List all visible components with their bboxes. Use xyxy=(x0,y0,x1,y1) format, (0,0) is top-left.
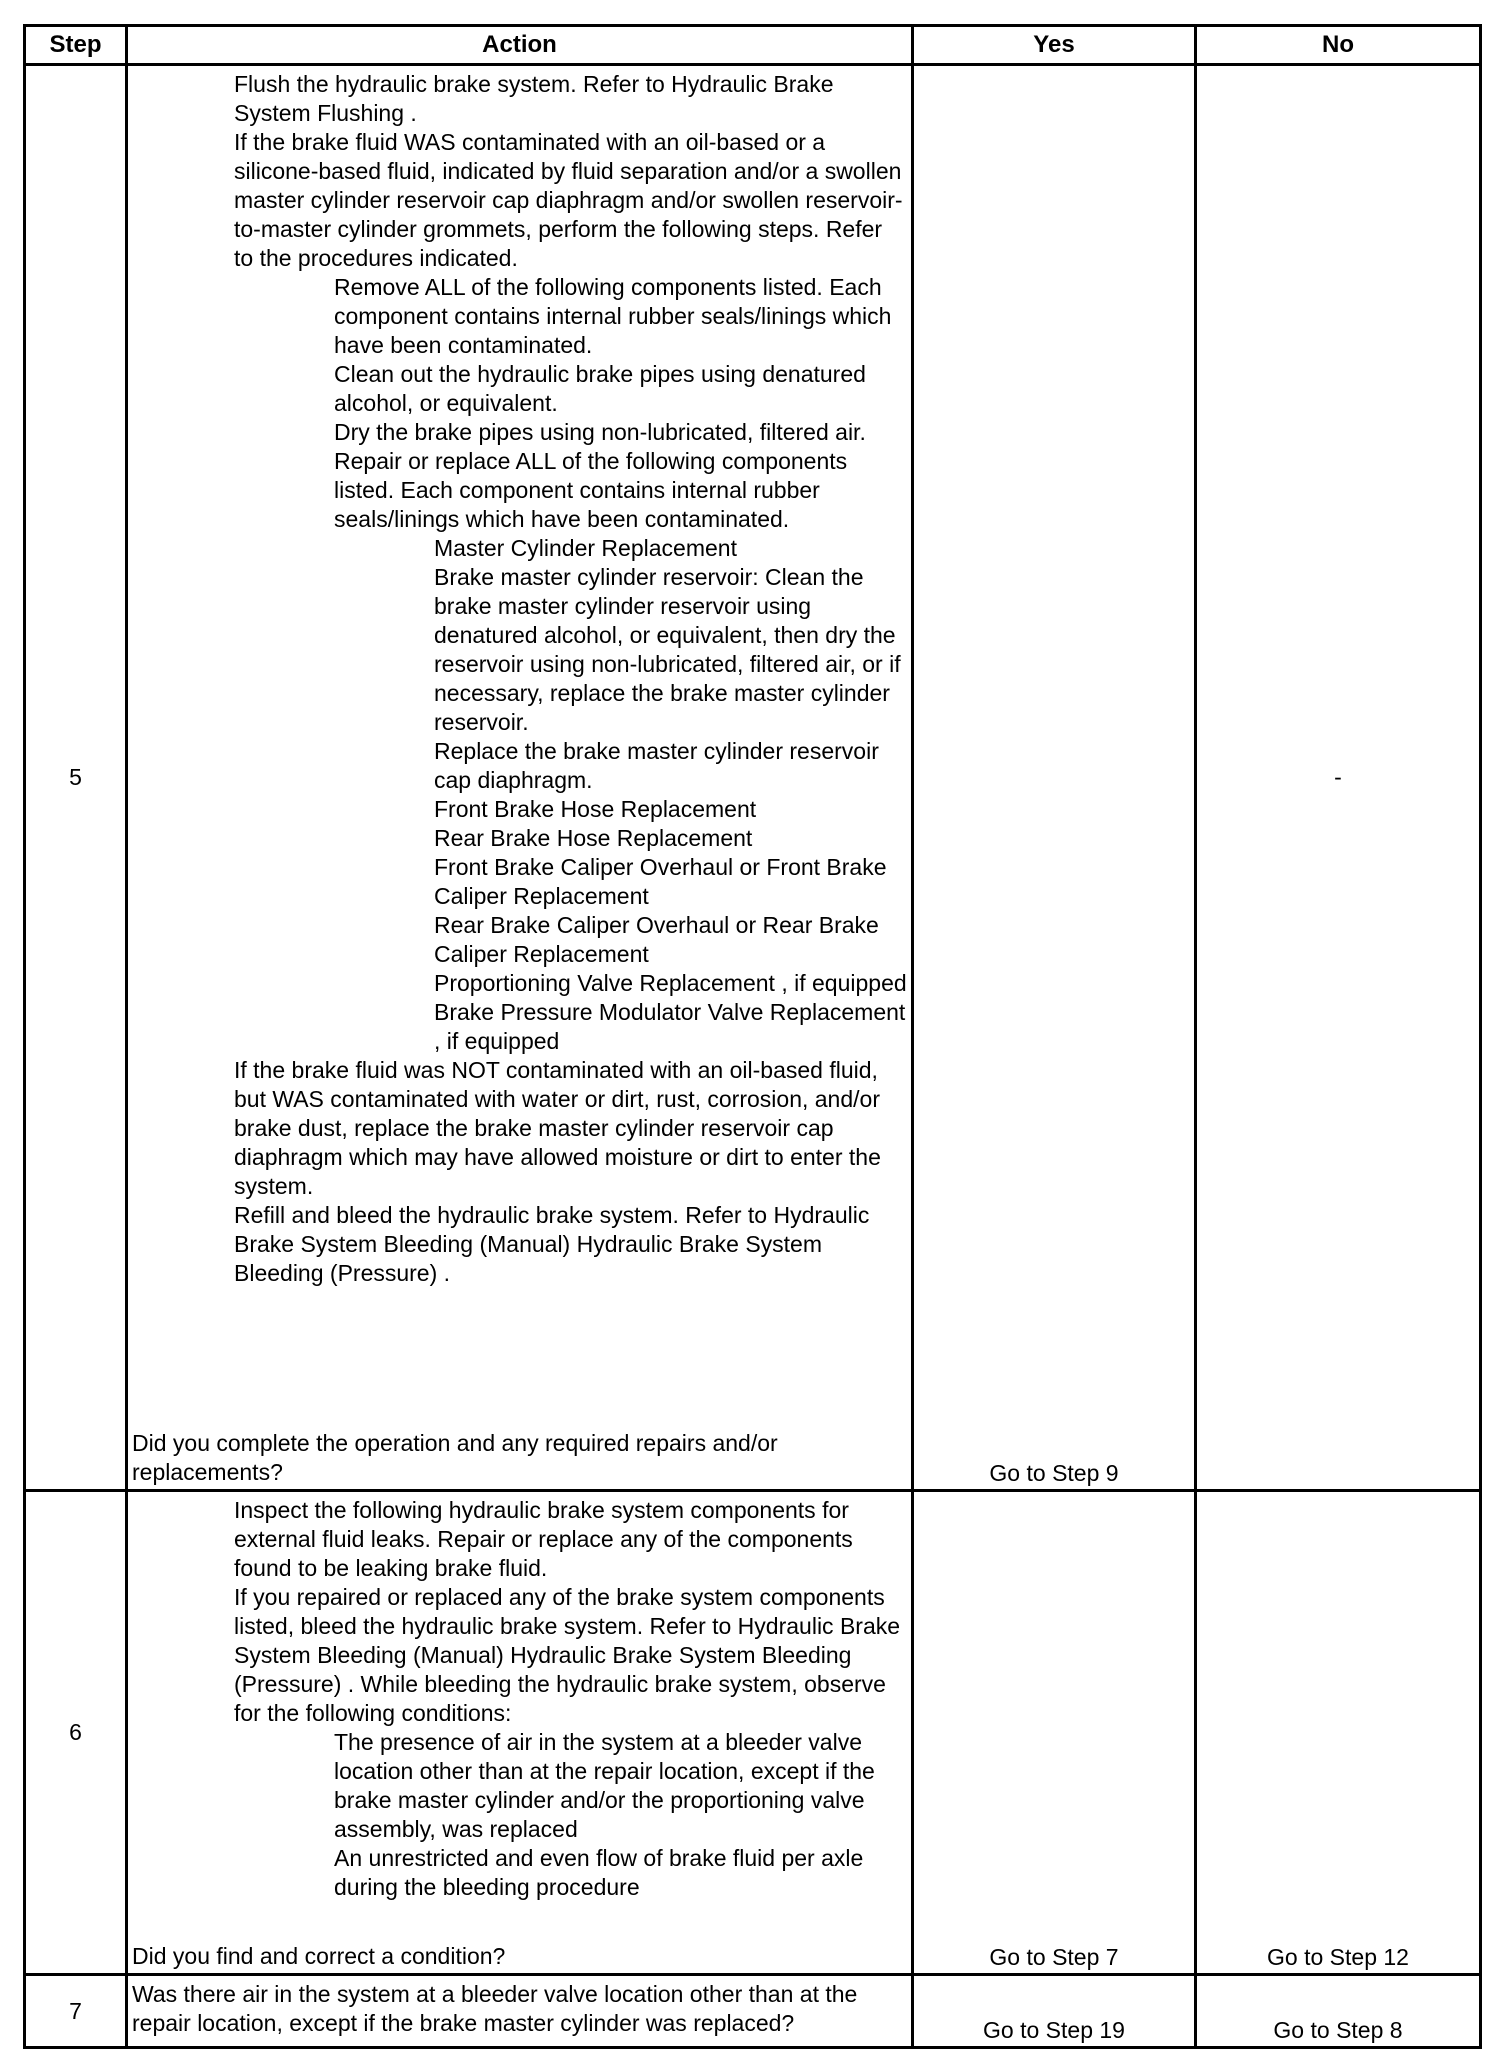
action-cell xyxy=(127,65,913,1491)
action-question: Was there air in the system at a bleeder valve location other than at the repair location, except if the brake master cylinder was replaced? xyxy=(132,1981,858,2036)
action-line: Replace the brake master cylinder reservoir cap diaphragm. xyxy=(434,738,879,793)
action-line: Proportioning Valve Replacement , if equipped xyxy=(434,970,907,996)
action-line: Refill and bleed the hydraulic brake system. Refer to Hydraulic Brake System Bleeding (Manual) Hydraulic Brake System Bleeding (Pressure) . xyxy=(234,1202,870,1286)
yes-cell xyxy=(913,1975,1196,2048)
header-no: No xyxy=(1196,26,1481,65)
yes-cell xyxy=(913,65,1196,1491)
yes-cell xyxy=(913,1491,1196,1975)
step-number: 6 xyxy=(25,1491,127,1975)
table-row-step-7 xyxy=(25,1975,1481,2048)
no-cell xyxy=(1196,65,1481,1491)
action-line: Brake Pressure Modulator Valve Replacement , if equipped xyxy=(434,999,906,1054)
action-line: Brake master cylinder reservoir: Clean the brake master cylinder reservoir using denatured alcohol, or equivalent, then dry the reservoir using non-lubricated, filtered air, or if necessary, replace the brake master cylinder reservoir. xyxy=(434,564,901,735)
no-result: Go to Step 12 xyxy=(1267,1944,1409,1970)
action-line: Master Cylinder Replacement xyxy=(434,535,737,561)
action-question: Did you find and correct a condition? xyxy=(132,1943,506,1969)
header-step: Step xyxy=(25,26,127,65)
action-question: Did you complete the operation and any required repairs and/or replacements? xyxy=(132,1430,778,1485)
no-result: Go to Step 8 xyxy=(1273,2017,1403,2043)
header-yes: Yes xyxy=(913,26,1196,65)
action-line: Inspect the following hydraulic brake system components for external fluid leaks. Repair or replace any of the components found to be leaking brake fluid. xyxy=(234,1497,853,1581)
action-line: Remove ALL of the following components listed. Each component contains internal rubber seals/linings which have been contaminated. xyxy=(334,274,892,358)
step-number: 5 xyxy=(25,65,127,1491)
action-line: If you repaired or replaced any of the brake system components listed, bleed the hydraulic brake system. Refer to Hydraulic Brake System Bleeding (Manual) Hydraulic Brake System Bleeding (Pressure) . While bleeding the hydraulic brake system, observe for the following conditions: xyxy=(234,1584,901,1726)
table-row-step-5 xyxy=(25,65,1481,1491)
table-row-step-6 xyxy=(25,1491,1481,1975)
action-line: Rear Brake Hose Replacement xyxy=(434,825,753,851)
action-cell xyxy=(127,1975,913,2048)
no-result: - xyxy=(1334,764,1342,790)
action-line: Front Brake Caliper Overhaul or Front Brake Caliper Replacement xyxy=(434,854,887,909)
action-line: If the brake fluid was NOT contaminated with an oil-based fluid, but WAS contaminated with water or dirt, rust, corrosion, and/or brake dust, replace the brake master cylinder reservoir cap diaphragm which may have allowed moisture or dirt to enter the system. xyxy=(234,1057,881,1199)
yes-result: Go to Step 19 xyxy=(983,2017,1125,2043)
action-line: Flush the hydraulic brake system. Refer to Hydraulic Brake System Flushing . xyxy=(234,71,834,126)
yes-result: Go to Step 7 xyxy=(989,1944,1119,1970)
no-cell xyxy=(1196,1491,1481,1975)
step-number: 7 xyxy=(25,1975,127,2048)
no-cell xyxy=(1196,1975,1481,2048)
action-line: Repair or replace ALL of the following components listed. Each component contains internal rubber seals/linings which have been contaminated. xyxy=(334,448,848,532)
action-line: If the brake fluid WAS contaminated with an oil-based or a silicone-based fluid, indicated by fluid separation and/or a swollen master cylinder reservoir cap diaphragm and/or swollen reservoir-to-master cylinder grommets, perform the following steps. Refer to the procedures indicated. xyxy=(234,129,903,271)
header-row xyxy=(25,26,1481,65)
yes-result: Go to Step 9 xyxy=(989,1460,1119,1486)
action-cell xyxy=(127,1491,913,1975)
action-line: Rear Brake Caliper Overhaul or Rear Brake Caliper Replacement xyxy=(434,912,879,967)
action-line: An unrestricted and even flow of brake fluid per axle during the bleeding procedure xyxy=(334,1845,864,1900)
action-line: Clean out the hydraulic brake pipes using denatured alcohol, or equivalent. xyxy=(334,361,866,416)
action-line: The presence of air in the system at a bleeder valve location other than at the repair location, except if the brake master cylinder and/or the proportioning valve assembly, was replaced xyxy=(334,1729,875,1842)
action-line: Front Brake Hose Replacement xyxy=(434,796,757,822)
diagnostic-table xyxy=(23,24,1482,2049)
action-line: Dry the brake pipes using non-lubricated, filtered air. xyxy=(334,419,866,445)
header-action: Action xyxy=(127,26,913,65)
